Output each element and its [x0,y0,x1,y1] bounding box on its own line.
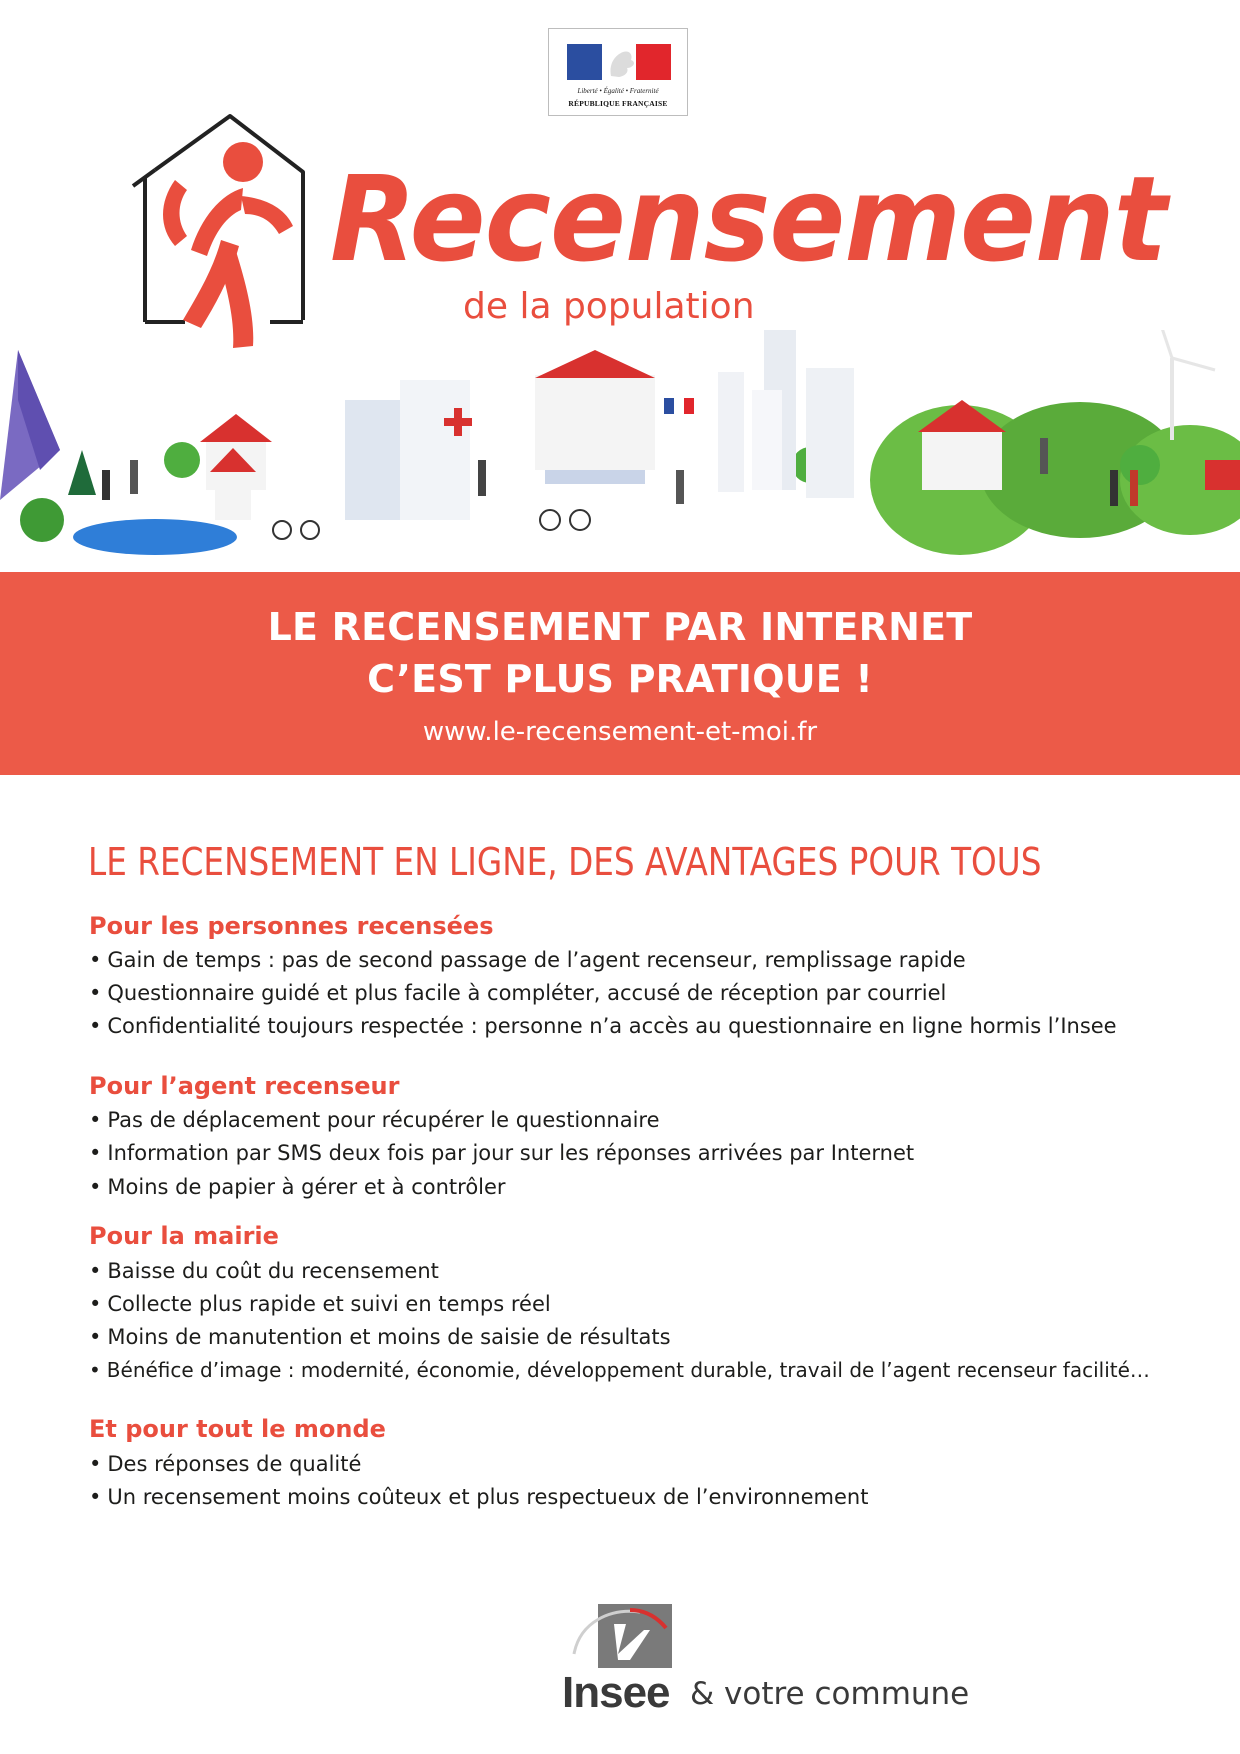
section-title-mairie: Pour la mairie [89,1222,279,1250]
website-link[interactable]: www.le-recensement-et-moi.fr [422,717,818,747]
section-title-tout-le-monde: Et pour tout le monde [89,1415,386,1443]
banner-heading-line1: LE RECENSEMENT PAR INTERNET [267,605,973,649]
republic-name: RÉPUBLIQUE FRANÇAISE [568,99,668,108]
insee-brand: Insee [562,1668,670,1717]
list-item: • Bénéfice d’image : modernité, économie, développement durable, travail de l’agent recenseur facilité… [89,1358,1150,1382]
list-item: • Moins de papier à gérer et à contrôler [89,1175,506,1199]
list-item: • Collecte plus rapide et suivi en temps réel [89,1292,551,1316]
logo-subtitle: de la population [463,286,755,327]
list-item: • Pas de déplacement pour récupérer le questionnaire [89,1108,660,1132]
section-title-agent: Pour l’agent recenseur [89,1072,400,1100]
republic-motto: Liberté • Égalité • Fraternité [577,87,659,95]
internet-banner [0,572,1240,775]
list-item: • Questionnaire guidé et plus facile à compléter, accusé de réception par courriel [89,981,947,1005]
list-item: • Gain de temps : pas de second passage de l’agent recenseur, remplissage rapide [89,948,966,972]
republique-francaise-logo [548,28,688,116]
list-item: • Des réponses de qualité [89,1452,362,1476]
village-illustration [0,330,1240,570]
list-item: • Moins de manutention et moins de saisie de résultats [89,1325,671,1349]
section-title-personnes: Pour les personnes recensées [89,912,494,940]
logo-title: Recensement [330,152,1167,289]
insee-logo-icon [570,1602,674,1670]
list-item: • Confidentialité toujours respectée : personne n’a accès au questionnaire en ligne hormis l’Insee [89,1014,1117,1038]
list-item: • Information par SMS deux fois par jour sur les réponses arrivées par Internet [89,1141,915,1165]
footer-tagline: & votre commune [690,1676,970,1712]
tricolor-flag-icon [567,44,671,80]
list-item: • Un recensement moins coûteux et plus respectueux de l’environnement [89,1485,869,1509]
banner-heading-line2: C’EST PLUS PRATIQUE ! [367,657,873,701]
page-title: LE RECENSEMENT EN LIGNE, DES AVANTAGES POUR TOUS [88,840,1042,884]
list-item: • Baisse du coût du recensement [89,1259,439,1283]
